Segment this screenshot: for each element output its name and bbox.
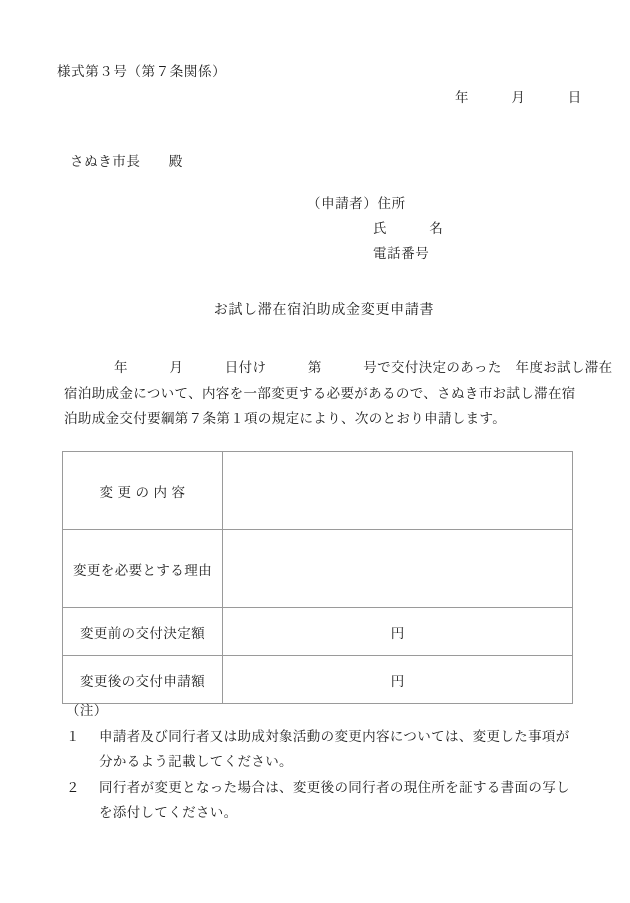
row-label-amount-before: 変更前の交付決定額 xyxy=(63,608,223,656)
note-text-continuation: 分かるよう記載してください。 xyxy=(99,754,293,769)
body-line-3: 泊助成金交付要綱第７条第１項の規定により、次のとおり申請します。 xyxy=(64,411,507,426)
change-application-table xyxy=(62,451,573,704)
notes-heading: （注） xyxy=(66,703,108,718)
page-title: お試し滞在宿泊助成金変更申請書 xyxy=(213,303,435,318)
row-value-change-reason[interactable] xyxy=(223,530,573,608)
applicant-block xyxy=(307,191,444,266)
form-number: 様式第３号（第７条関係） xyxy=(57,64,227,79)
row-label-change-reason: 変更を必要とする理由 xyxy=(63,530,223,608)
note-item xyxy=(66,724,576,775)
row-value-amount-after[interactable]: 円 xyxy=(223,656,573,704)
note-number: １ xyxy=(66,728,80,744)
row-label-change-content: 変更の内容 xyxy=(63,452,223,530)
addressee-line: さぬき市長 殿 xyxy=(70,154,183,169)
row-value-change-content[interactable] xyxy=(223,452,573,530)
note-text: 申請者及び同行者又は助成対象活動の変更内容については、変更した事項が xyxy=(99,728,570,744)
row-value-amount-before[interactable]: 円 xyxy=(223,608,573,656)
body-line-2: 宿泊助成金について、内容を一部変更する必要があるので、さぬき市お試し滞在宿 xyxy=(64,385,576,401)
note-item xyxy=(66,775,576,826)
table-row xyxy=(63,530,573,608)
applicant-name-label: 氏 名 xyxy=(373,221,444,236)
applicant-address-label: （申請者）住所 xyxy=(307,196,406,211)
table-row xyxy=(63,656,573,704)
row-label-amount-after: 変更後の交付申請額 xyxy=(63,656,223,704)
applicant-phone-label: 電話番号 xyxy=(373,246,430,261)
table-row xyxy=(63,452,573,530)
body-paragraph xyxy=(64,355,613,432)
notes-section xyxy=(66,698,576,826)
note-number: ２ xyxy=(66,779,80,795)
note-text: 同行者が変更となった場合は、変更後の同行者の現住所を証する書面の写し xyxy=(99,779,570,795)
note-text-continuation: を添付してください。 xyxy=(99,805,238,820)
body-line-1: 年 月 日付け 第 号で交付決定のあった 年度お試し滞在 xyxy=(114,360,613,375)
date-field-line: 年 月 日 xyxy=(455,90,582,105)
table-row xyxy=(63,608,573,656)
